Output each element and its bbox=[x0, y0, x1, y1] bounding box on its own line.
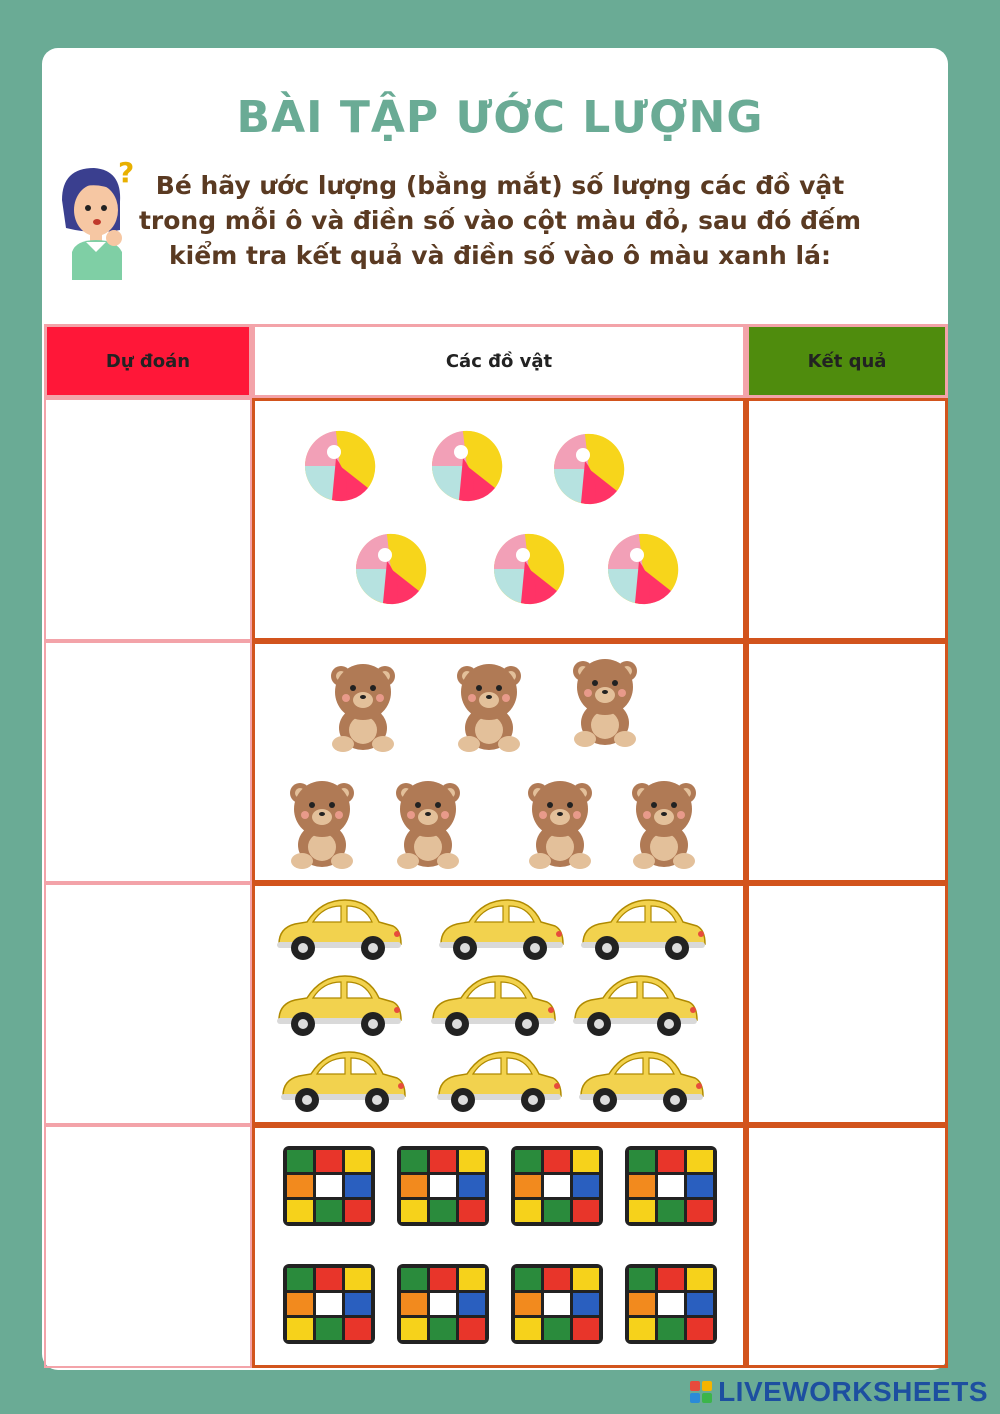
prediction-input-row-1[interactable] bbox=[44, 398, 252, 641]
toy-car-icon bbox=[431, 976, 555, 1036]
items-cell-row-3 bbox=[252, 883, 746, 1125]
toy-car-icon bbox=[281, 1052, 405, 1112]
result-input-row-3[interactable] bbox=[746, 883, 948, 1125]
teddy-bear-icon bbox=[573, 659, 637, 747]
beach-ball-icon bbox=[305, 431, 375, 501]
rubik-cube-icon bbox=[283, 1264, 375, 1344]
rubik-cube-icon bbox=[283, 1146, 375, 1226]
beach-ball-icon bbox=[554, 434, 624, 504]
beach-ball-icon bbox=[494, 534, 564, 604]
rubik-cube-icon bbox=[397, 1146, 489, 1226]
rubik-cube-icon bbox=[397, 1264, 489, 1344]
instructions bbox=[120, 168, 880, 273]
rubik-cube-icon bbox=[511, 1264, 603, 1344]
beach-ball-icon bbox=[432, 431, 502, 501]
teddy-bear-icon bbox=[457, 664, 521, 752]
toy-car-icon bbox=[437, 1052, 561, 1112]
teddy-bear-icon bbox=[290, 781, 354, 869]
rubik-cube-icon bbox=[625, 1146, 717, 1226]
header-result: Kết quả bbox=[746, 324, 948, 398]
teddy-bear-icon bbox=[331, 664, 395, 752]
watermark-text: LIVEWORKSHEETS bbox=[718, 1376, 988, 1407]
items-cell-row-1 bbox=[252, 398, 746, 641]
liveworksheets-logo-icon bbox=[690, 1381, 712, 1403]
result-input-row-1[interactable] bbox=[746, 398, 948, 641]
toy-car-icon bbox=[439, 900, 563, 960]
beach-ball-icon bbox=[608, 534, 678, 604]
toy-car-icon bbox=[581, 900, 705, 960]
result-input-row-2[interactable] bbox=[746, 641, 948, 883]
beach-ball-icon bbox=[356, 534, 426, 604]
rubik-cube-icon bbox=[511, 1146, 603, 1226]
prediction-input-row-2[interactable] bbox=[44, 641, 252, 883]
teddy-bear-icon bbox=[528, 781, 592, 869]
header-prediction: Dự đoán bbox=[44, 324, 252, 398]
page-title: BÀI TẬP ƯỚC LƯỢNG bbox=[236, 92, 764, 143]
toy-car-icon bbox=[277, 900, 401, 960]
header-items: Các đồ vật bbox=[252, 324, 746, 398]
items-cell-row-2 bbox=[252, 641, 746, 883]
instruction-line: kiểm tra kết quả và điền số vào ô màu xanh lá: bbox=[169, 241, 831, 270]
question-mark-icon: ? bbox=[118, 156, 135, 189]
rubik-cube-icon bbox=[625, 1264, 717, 1344]
toy-car-icon bbox=[573, 976, 697, 1036]
teddy-bear-icon bbox=[632, 781, 696, 869]
result-input-row-4[interactable] bbox=[746, 1125, 948, 1368]
prediction-input-row-4[interactable] bbox=[44, 1125, 252, 1368]
toy-car-icon bbox=[579, 1052, 703, 1112]
instruction-line: trong mỗi ô và điền số vào cột màu đỏ, sau đó đếm bbox=[138, 206, 862, 235]
teddy-bear-icon bbox=[396, 781, 460, 869]
items-cell-row-4 bbox=[252, 1125, 746, 1368]
prediction-input-row-3[interactable] bbox=[44, 883, 252, 1125]
toy-car-icon bbox=[277, 976, 401, 1036]
instruction-line: Bé hãy ước lượng (bằng mắt) số lượng các đồ vật bbox=[155, 171, 845, 200]
liveworksheets-watermark bbox=[690, 1376, 988, 1408]
